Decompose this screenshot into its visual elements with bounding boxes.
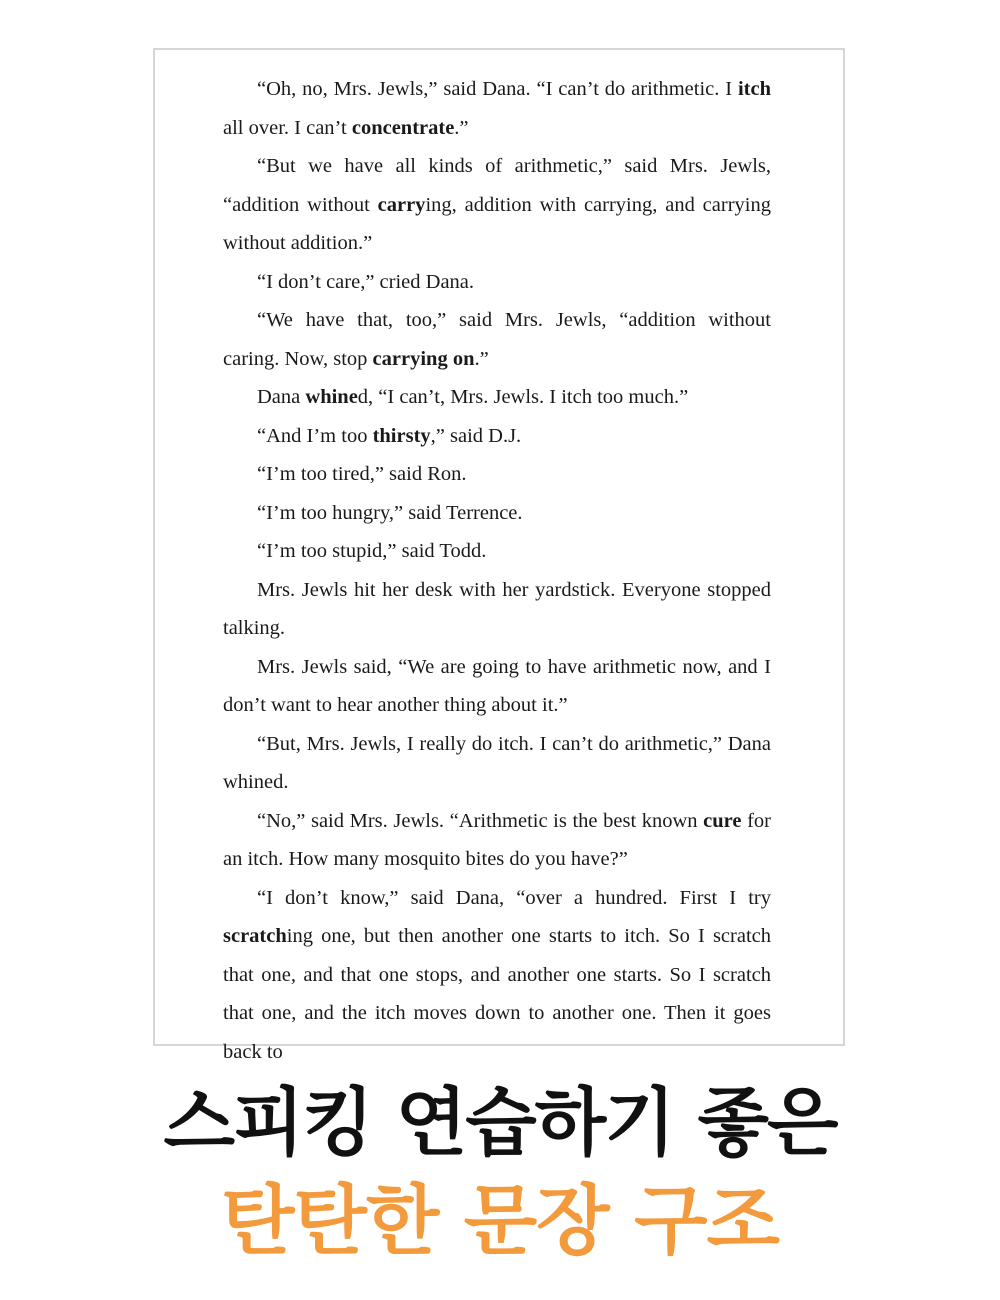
vocab-highlight: cure: [703, 809, 742, 832]
story-paragraph: Dana whined, “I can’t, Mrs. Jewls. I itch too much.”: [257, 386, 689, 408]
story-paragraph: Mrs. Jewls said, “We are going to have arithmetic now, and I don’t want to hear another thing about it.”: [223, 655, 771, 716]
vocab-highlight: carry: [377, 193, 426, 216]
vocab-highlight: itch: [737, 78, 771, 100]
story-paragraph: “I’m too tired,” said Ron.: [257, 463, 467, 485]
vocab-highlight: concentrate: [351, 116, 455, 139]
story-paragraph: “But, Mrs. Jewls, I really do itch. I can’t do arithmetic,” Dana whined.: [223, 732, 771, 793]
vocab-highlight: thirsty: [372, 424, 431, 447]
story-paragraph: “But we have all kinds of arithmetic,” said Mrs. Jewls, “addition without carrying, addition with carrying, and carrying without addition.”: [223, 155, 771, 254]
headline-line-1: 스피킹 연습하기 좋은: [163, 1080, 837, 1166]
story-paragraph: “And I’m too thirsty,” said D.J.: [257, 424, 522, 447]
story-paragraph: “I don’t care,” cried Dana.: [257, 270, 475, 293]
vocab-highlight: scratch: [223, 925, 287, 947]
story-paragraph: “I don’t know,” said Dana, “over a hundred. First I try scratching one, but then another one starts to itch. So I scratch that one, and that one stops, and another one starts. So I scratch that one, and the itch moves down to another one. Then it goes back to: [223, 886, 771, 1063]
vocab-highlight: whine: [305, 386, 358, 408]
story-paragraph: “We have that, too,” said Mrs. Jewls, “addition without caring. Now, stop carrying on.”: [223, 309, 771, 370]
headline-line-2: 탄탄한 문장 구조: [221, 1176, 779, 1265]
story-paragraph: “I’m too stupid,” said Todd.: [257, 540, 487, 562]
vocab-highlight: carrying on: [372, 347, 475, 370]
book-text: [223, 70, 771, 1071]
story-paragraph: Mrs. Jewls hit her desk with her yardstick. Everyone stopped talking.: [223, 578, 771, 639]
book-page-excerpt: [153, 48, 845, 1063]
story-paragraph: “No,” said Mrs. Jewls. “Arithmetic is the best known cure for an itch. How many mosquito bites do you have?”: [223, 809, 771, 870]
story-paragraph: “Oh, no, Mrs. Jewls,” said Dana. “I can’t do arithmetic. I itch all over. I can’t concentrate.”: [223, 78, 771, 139]
story-paragraph: “I’m too hungry,” said Terrence.: [257, 501, 523, 524]
